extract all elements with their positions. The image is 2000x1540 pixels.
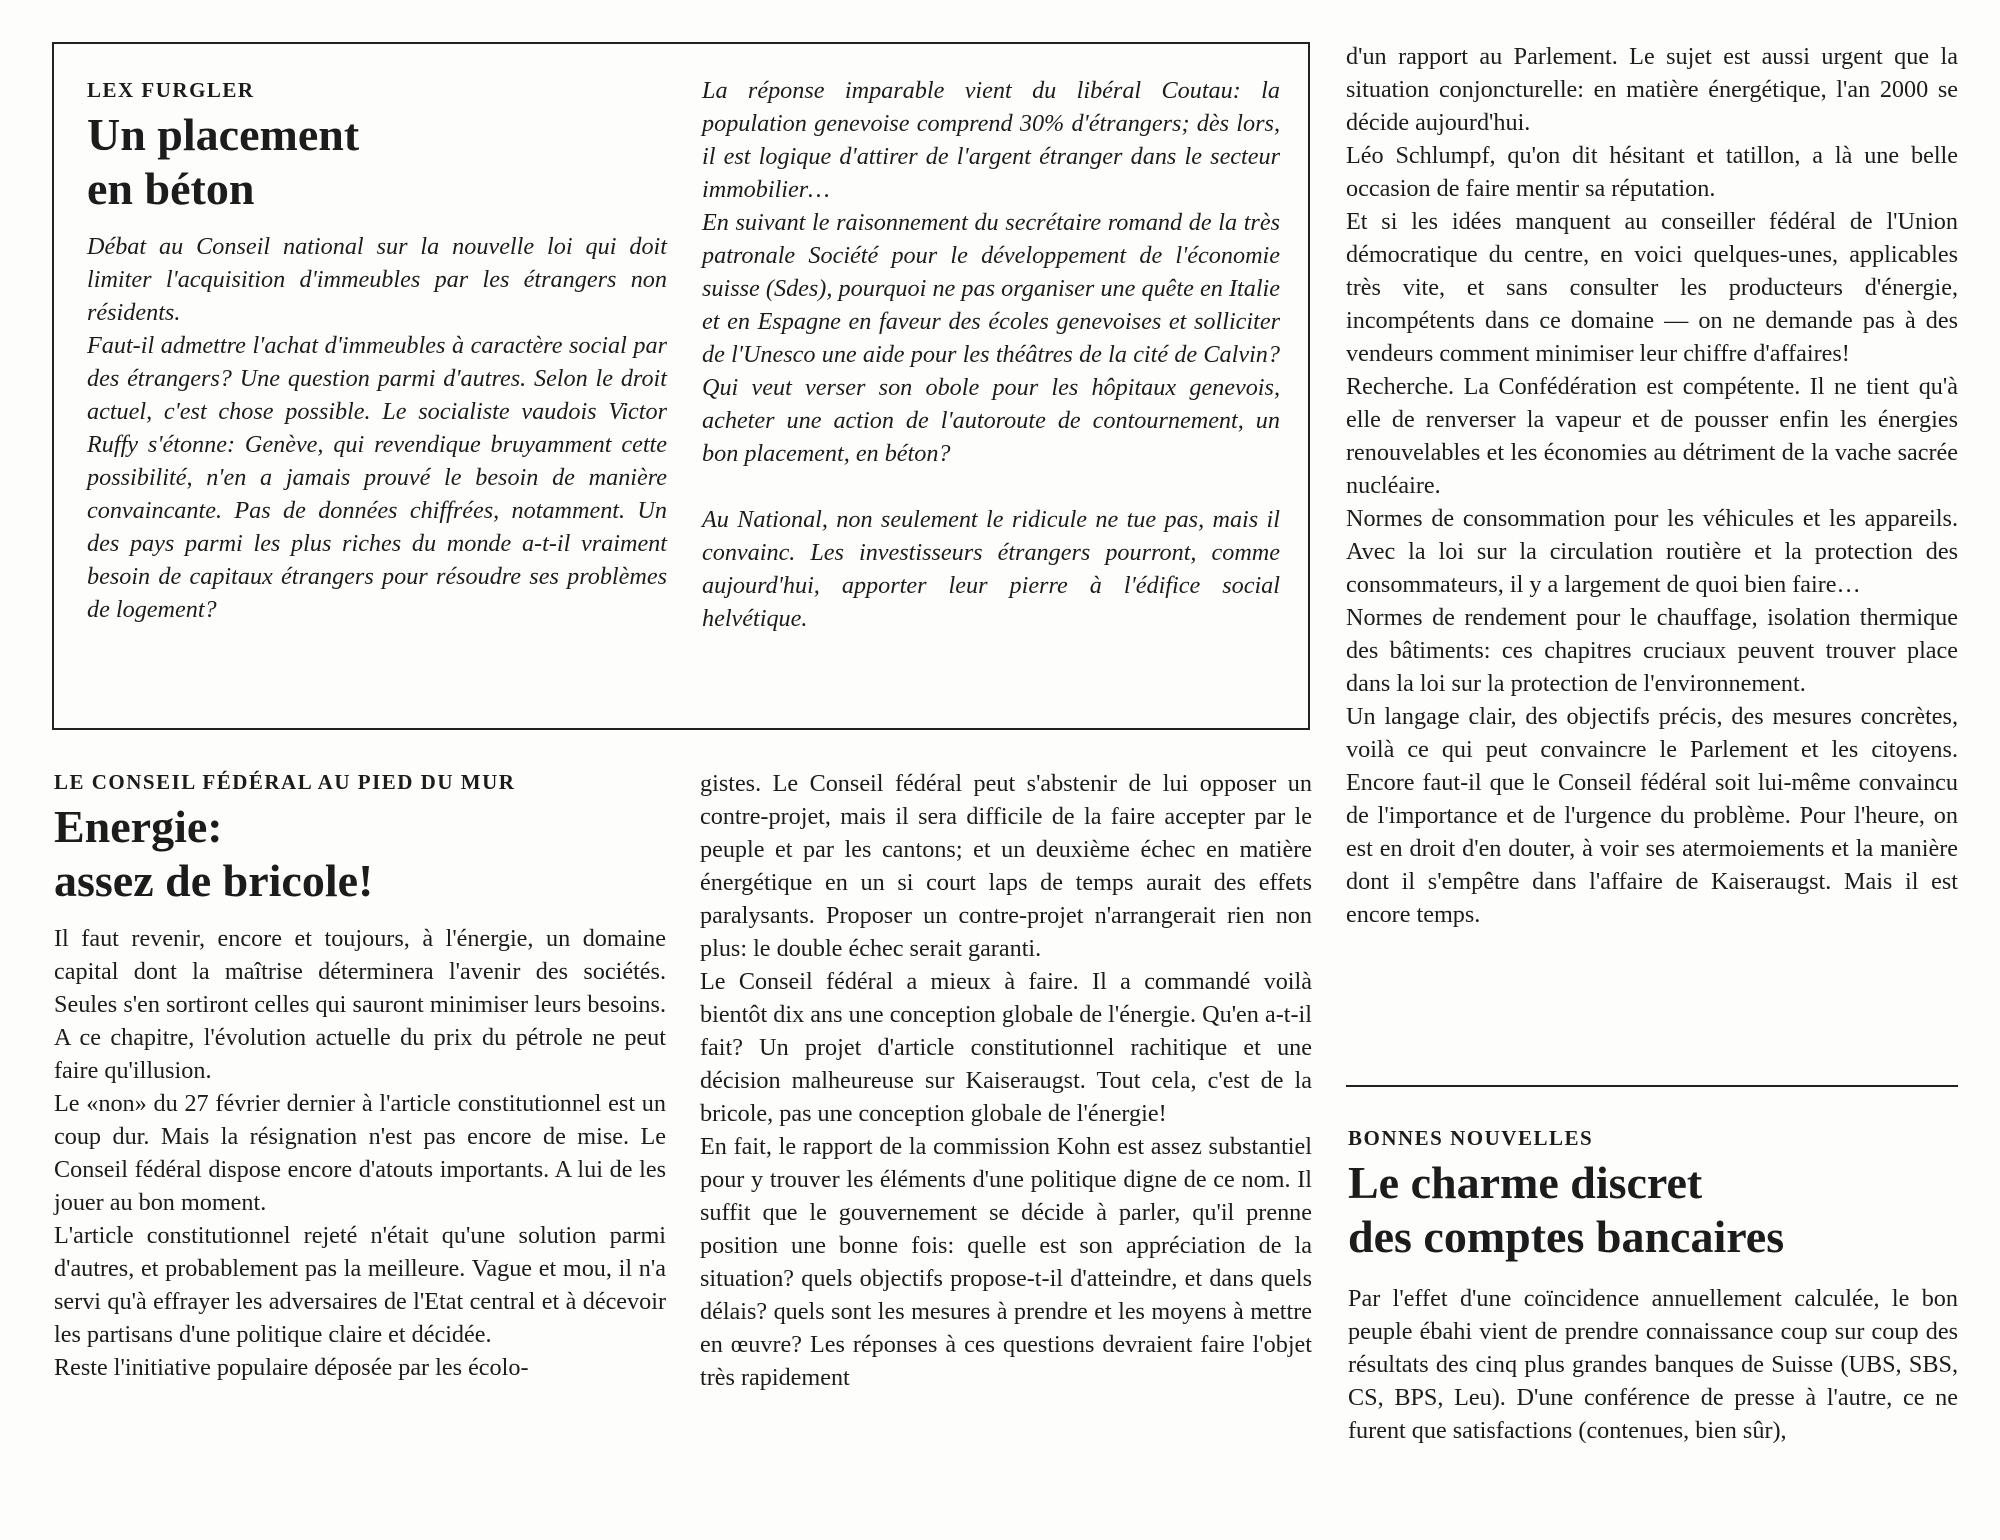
column-divider-rule	[1346, 1085, 1958, 1087]
paragraph: Reste l'initiative populaire déposée par les écolo-	[54, 1354, 529, 1381]
paragraph: Au National, non seulement le ridicule ne tue pas, mais il convainc. Les investisseurs étrangers pourront, comme aujourd'hui, apporter leur pierre à l'édifice social helvétique.	[702, 506, 1280, 632]
headline-line-2: en béton	[87, 163, 255, 214]
paragraph: gistes. Le Conseil fédéral peut s'abstenir de lui opposer un contre-projet, mais il sera difficile de la faire accepter par le peuple et par les cantons; et un deuxième échec en matière énergétique en un si court laps de temps aurait des effets paralysants. Proposer un contre-projet n'arrangerait rien non plus: le double échec serait garanti.	[700, 770, 1312, 962]
paragraph: Débat au Conseil national sur la nouvelle loi qui doit limiter l'acquisition d'immeubles par les étrangers non résidents.	[87, 233, 667, 326]
headline-charme-discret	[1348, 1156, 1958, 1264]
box-right-text	[702, 74, 1280, 635]
box-left-text	[87, 230, 667, 626]
paragraph: La réponse imparable vient du libéral Coutau: la population genevoise comprend 30% d'étrangers; dès lors, il est logique d'attirer de l'argent étranger dans le secteur immobilier…	[702, 77, 1280, 203]
paragraph: Léo Schlumpf, qu'on dit hésitant et tatillon, a là une belle occasion de faire mentir sa réputation.	[1346, 142, 1958, 202]
paragraph: Faut-il admettre l'achat d'immeubles à caractère social par des étrangers? Une question parmi d'autres. Selon le droit actuel, c'est chose possible. Le socialiste vaudois Victor Ruffy s'étonne: Genève, qui revendique bruyamment cette possibilité, n'en a jamais prouvé le besoin de manière convaincante. Pas de données chiffrées, notamment. Un des pays parmi les plus riches du monde a-t-il vraiment besoin de capitaux étrangers pour résoudre ses problèmes de logement?	[87, 332, 667, 623]
paragraph: Normes de consommation pour les véhicules et les appareils. Avec la loi sur la circulation routière et la protection des consommateurs, il y a largement de quoi bien faire…	[1346, 505, 1958, 598]
headline-un-placement	[87, 108, 667, 216]
paragraph: En suivant le raisonnement du secrétaire romand de la très patronale Société pour le développement de l'économie suisse (Sdes), pourquoi ne pas organiser une quête en Italie et en Espagne en faveur des écoles genevoises et solliciter de l'Unesco une aide pour les théâtres de la cité de Calvin? Qui veut verser son obole pour les hôpitaux genevois, acheter une action de l'autoroute de contournement, un bon placement, en béton?	[702, 209, 1280, 467]
headline-line-1: Un placement	[87, 109, 360, 160]
energie-text-2	[700, 767, 1312, 1394]
paragraph: Un langage clair, des objectifs précis, des mesures concrètes, voilà ce qui peut convaincre le Parlement et les citoyens. Encore faut-il que le Conseil fédéral soit lui-même convaincu de l'importance et de l'urgence du problème. Pour l'heure, on est en droit d'en douter, à voir ses atermoiements et la manière dont il s'empêtre dans l'affaire de Kaiseraugst. Mais il est encore temps.	[1346, 703, 1958, 928]
paragraph: d'un rapport au Parlement. Le sujet est aussi urgent que la situation conjoncturelle: en matière énergétique, l'an 2000 se décide aujourd'hui.	[1346, 43, 1958, 136]
banques-column	[1348, 1126, 1958, 1447]
paragraph: L'article constitutionnel rejeté n'était qu'une solution parmi d'autres, et probablement pas la meilleure. Vague et mou, il n'a servi qu'à effrayer les adversaires de l'Etat central et à décevoir les partisans d'une politique claire et décidée.	[54, 1222, 666, 1348]
paragraph: Recherche. La Confédération est compétente. Il ne tient qu'à elle de renverser la vapeur et de pousser enfin les énergies renouvelables et les économies au détriment de la vache sacrée nucléaire.	[1346, 373, 1958, 499]
paragraph: Par l'effet d'une coïncidence annuellement calculée, le bon peuple ébahi vient de prendre connaissance coup sur coup des résultats des cinq plus grandes banques de Suisse (UBS, SBS, CS, BPS, Leu). D'une conférence de presse à l'autre, ce ne furent que satisfactions (contenues, bien sûr),	[1348, 1285, 1958, 1444]
headline-line-2: assez de bricole!	[54, 855, 374, 906]
headline-line-2: des comptes bancaires	[1348, 1211, 1785, 1262]
energie-text-3	[1346, 40, 1958, 931]
energie-text-1	[54, 922, 666, 1384]
box-left-column	[87, 78, 667, 626]
paragraph: Normes de rendement pour le chauffage, isolation thermique des bâtiments: ces chapitres cruciaux peuvent trouver place dans la loi sur la protection de l'environnement.	[1346, 604, 1958, 697]
energie-column-3	[1346, 40, 1958, 931]
energie-column-2	[700, 767, 1312, 1394]
paragraph: Le Conseil fédéral a mieux à faire. Il a commandé voilà bientôt dix ans une conception globale de l'énergie. Qu'en a-t-il fait? Un projet d'article constitutionnel rachitique et une décision malheureuse sur Kaiseraugst. Tout cela, c'est de la bricole, pas une conception globale de l'énergie!	[700, 968, 1312, 1127]
kicker-bonnes-nouvelles: BONNES NOUVELLES	[1348, 1126, 1594, 1150]
paragraph: Le «non» du 27 février dernier à l'article constitutionnel est un coup dur. Mais la résignation n'est pas encore de mise. Le Conseil fédéral dispose encore d'atouts importants. A lui de les jouer au bon moment.	[54, 1090, 666, 1216]
kicker-lex-furgler: LEX FURGLER	[87, 78, 255, 102]
paragraph: En fait, le rapport de la commission Kohn est assez substantiel pour y trouver les éléments d'une politique digne de ce nom. Il suffit que le gouvernement se décide à parler, qu'il prenne position une bonne fois: quelle est son appréciation de la situation? quels objectifs propose-t-il d'atteindre, et dans quels délais? quels sont les mesures à prendre et les moyens à mettre en œuvre? Les réponses à ces questions devraient faire l'objet très rapidement	[700, 1133, 1312, 1391]
banques-text	[1348, 1282, 1958, 1447]
paragraph: Il faut revenir, encore et toujours, à l'énergie, un domaine capital dont la maîtrise déterminera l'avenir des sociétés. Seules s'en sortiront celles qui sauront minimiser leurs besoins. A ce chapitre, l'évolution actuelle du prix du pétrole ne peut faire qu'illusion.	[54, 925, 666, 1084]
paragraph: Et si les idées manquent au conseiller fédéral de l'Union démocratique du centre, en voici quelques-unes, applicables très vite, et sans consulter les producteurs d'énergie, incompétents dans ce domaine — on ne demande pas à des vendeurs comment minimiser leur chiffre d'affaires!	[1346, 208, 1958, 367]
energie-column-1	[54, 770, 666, 1384]
kicker-conseil-federal: LE CONSEIL FÉDÉRAL AU PIED DU MUR	[54, 770, 516, 794]
headline-line-1: Le charme discret	[1348, 1157, 1703, 1208]
headline-energie	[54, 800, 666, 908]
box-right-column	[702, 74, 1280, 635]
headline-line-1: Energie:	[54, 801, 223, 852]
